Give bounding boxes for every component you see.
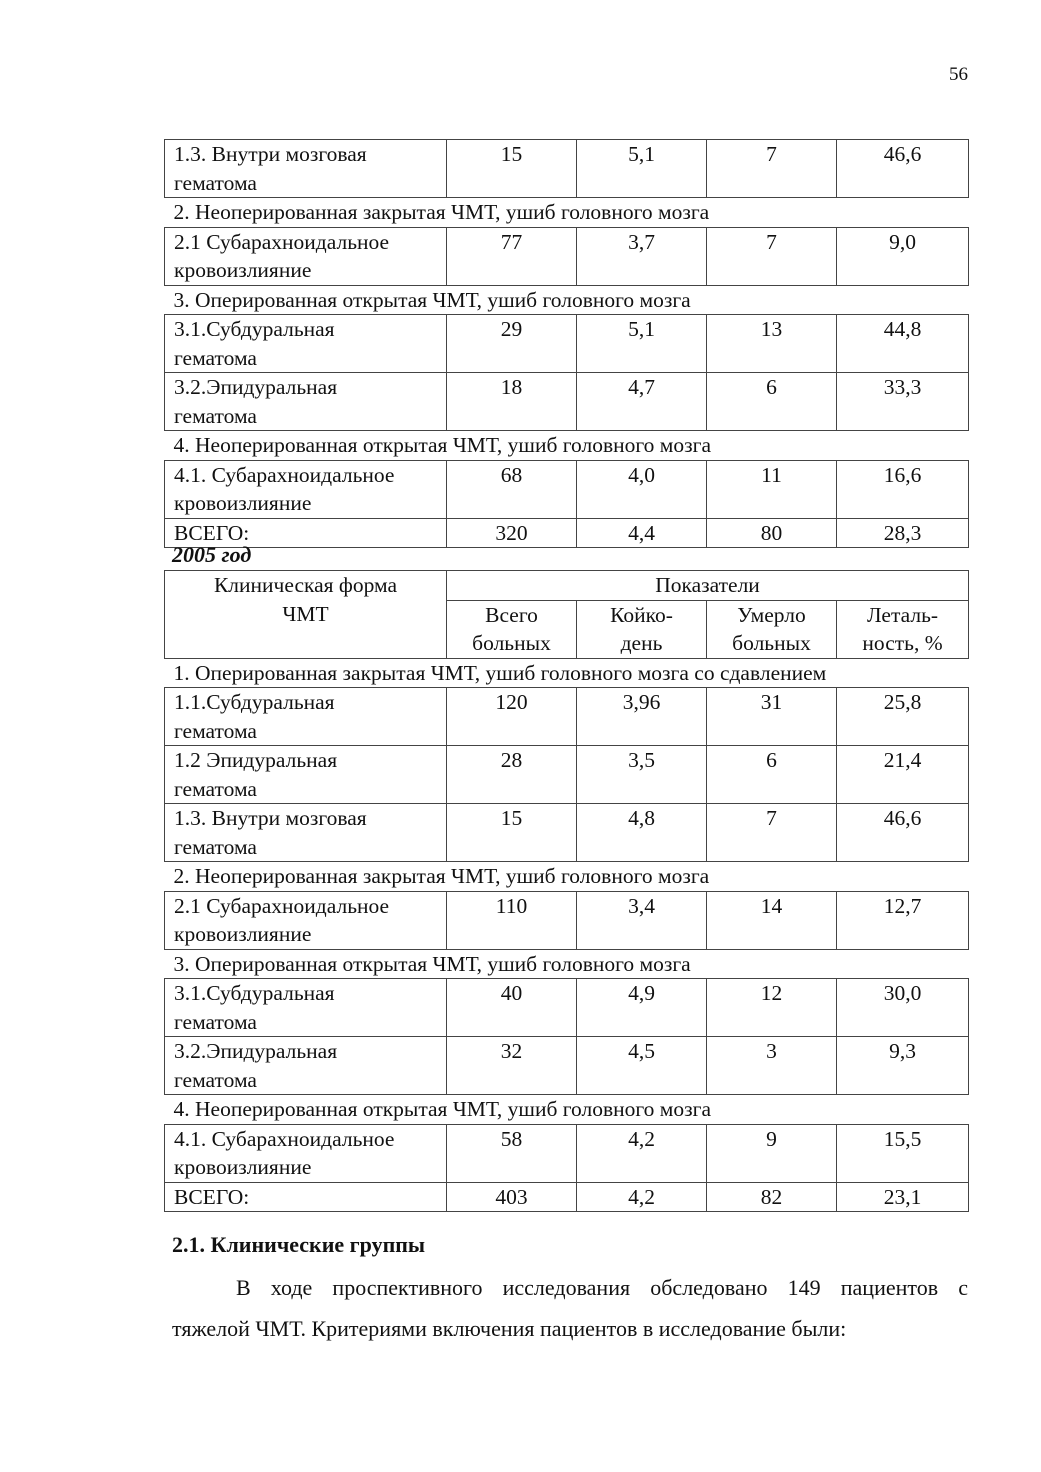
row-label [165,315,447,373]
row-label-line: 1.1.Субдуральная [174,690,335,714]
cell-lethality: 33,3 [837,373,969,431]
cell-lethality: 30,0 [837,979,969,1037]
paragraph-line: тяжелой ЧМТ. Критериями включения пациентов в исследование были: [172,1316,847,1341]
row-label-line: кровоизлияние [174,1155,312,1179]
row-label [165,1037,447,1095]
row-label-line: 3.1.Субдуральная [174,981,335,1005]
cell-deaths: 7 [707,140,837,198]
table-row [165,315,969,373]
column-header-indicators: Показатели [447,571,969,601]
column-header-total-patients [447,600,577,658]
header-line: Всего [485,602,538,627]
row-label-line: 3.1.Субдуральная [174,317,335,341]
section-row [165,949,969,979]
section-heading: 2.1. Клинические группы [172,1232,426,1257]
row-label-line: 3.2.Эпидуральная [174,1039,338,1063]
cell-deaths: 80 [707,518,837,548]
row-label [165,140,447,198]
section-title: 3. Оперированная открытая ЧМТ, ушиб головного мозга [165,285,969,315]
row-label-line: кровоизлияние [174,491,312,515]
row-label-line: гематома [174,1067,257,1092]
cell-lethality: 16,6 [837,460,969,518]
cell-deaths: 11 [707,460,837,518]
row-label-line: ВСЕГО: [174,1184,250,1209]
section-title: 2. Неоперированная закрытая ЧМТ, ушиб головного мозга [165,198,969,228]
cell-lethality: 15,5 [837,1124,969,1182]
cell-lethality: 23,1 [837,1182,969,1212]
cell-lethality: 25,8 [837,688,969,746]
row-label [165,688,447,746]
cell-total-patients: 28 [447,746,577,804]
cell-total-patients: 77 [447,227,577,285]
header-line: день [620,631,663,655]
cell-deaths: 7 [707,804,837,862]
section-row [165,658,969,688]
row-label-line: кровоизлияние [174,922,312,946]
table-row [165,1124,969,1182]
cell-deaths: 6 [707,373,837,431]
cell-total-patients: 403 [447,1182,577,1212]
cell-lethality: 21,4 [837,746,969,804]
row-label [165,979,447,1037]
row-label [165,1124,447,1182]
row-label-line: 4.1. Субарахноидальное [174,462,395,487]
section-title: 4. Неоперированная открытая ЧМТ, ушиб головного мозга [165,1095,969,1125]
header-line: ЧМТ [282,601,329,626]
cell-deaths: 82 [707,1182,837,1212]
cell-deaths: 9 [707,1124,837,1182]
row-label-line: гематома [174,718,257,743]
cell-total-patients: 320 [447,518,577,548]
table-row [165,460,969,518]
row-label-line: гематома [174,170,257,195]
total-row [165,518,969,548]
row-label-line: 2.1 Субарахноидальное [174,893,390,918]
row-label-line: 1.3. Внутри мозговая [174,806,367,830]
table-row [165,746,969,804]
section-row [165,1095,969,1125]
cell-bed-days: 4,5 [577,1037,707,1095]
cell-bed-days: 5,1 [577,315,707,373]
cell-total-patients: 68 [447,460,577,518]
header-line: Клиническая форма [213,573,398,597]
cell-bed-days: 4,8 [577,804,707,862]
cell-total-patients: 15 [447,140,577,198]
table-row [165,140,969,198]
cell-bed-days: 3,96 [577,688,707,746]
section-row [165,862,969,892]
cell-lethality: 46,6 [837,140,969,198]
row-label [165,804,447,862]
cell-total-patients: 58 [447,1124,577,1182]
cell-bed-days: 4,7 [577,373,707,431]
row-label-line: 1.2 Эпидуральная [174,748,338,772]
statistics-table-2005 [164,570,969,1212]
cell-lethality: 28,3 [837,518,969,548]
table-header-row [165,571,969,601]
header-line: ность, % [862,631,943,655]
cell-lethality: 9,3 [837,1037,969,1095]
cell-total-patients: 18 [447,373,577,431]
table-row [165,688,969,746]
section-row [165,198,969,228]
row-label-line: гематома [174,345,257,370]
section-title: 1. Оперированная закрытая ЧМТ, ушиб головного мозга со сдавлением [165,658,969,688]
section-row [165,285,969,315]
table-row [165,804,969,862]
body-paragraph [172,1267,968,1349]
header-line: больных [472,631,551,655]
row-label [165,460,447,518]
paragraph-line: В ходе проспективного исследования обследовано 149 пациентов с [236,1275,968,1300]
cell-total-patients: 40 [447,979,577,1037]
header-line: Койко- [610,602,673,627]
statistics-table-continued [164,139,969,548]
cell-deaths: 13 [707,315,837,373]
page-number: 56 [949,64,968,85]
row-label [165,227,447,285]
row-label-line: гематома [174,1009,257,1034]
cell-lethality: 12,7 [837,891,969,949]
table-row [165,227,969,285]
year-title: 2005 год [172,542,252,567]
row-label-line: гематома [174,776,257,801]
cell-total-patients: 15 [447,804,577,862]
cell-bed-days: 4,2 [577,1124,707,1182]
cell-deaths: 12 [707,979,837,1037]
cell-bed-days: 5,1 [577,140,707,198]
total-row [165,1182,969,1212]
header-line: больных [732,631,811,655]
row-label-line: 4.1. Субарахноидальное [174,1126,395,1151]
row-label-line: 1.3. Внутри мозговая [174,142,367,166]
row-label [165,1182,447,1212]
row-label-line: гематома [174,834,257,859]
cell-bed-days: 3,4 [577,891,707,949]
table-row [165,1037,969,1095]
row-label [165,891,447,949]
table-row [165,979,969,1037]
column-header-deaths [707,600,837,658]
cell-deaths: 31 [707,688,837,746]
cell-lethality: 9,0 [837,227,969,285]
section-row [165,431,969,461]
header-line: Леталь- [866,602,939,627]
cell-total-patients: 29 [447,315,577,373]
cell-bed-days: 4,2 [577,1182,707,1212]
row-label-line: гематома [174,403,257,428]
row-label-line: кровоизлияние [174,258,312,282]
section-title: 4. Неоперированная открытая ЧМТ, ушиб головного мозга [165,431,969,461]
cell-lethality: 44,8 [837,315,969,373]
cell-deaths: 14 [707,891,837,949]
cell-deaths: 7 [707,227,837,285]
table-row [165,891,969,949]
column-header-clinical-form [165,571,447,659]
row-label [165,746,447,804]
cell-total-patients: 32 [447,1037,577,1095]
cell-total-patients: 110 [447,891,577,949]
cell-bed-days: 4,4 [577,518,707,548]
column-header-bed-days [577,600,707,658]
cell-deaths: 6 [707,746,837,804]
column-header-lethality [837,600,969,658]
section-title: 2. Неоперированная закрытая ЧМТ, ушиб головного мозга [165,862,969,892]
cell-bed-days: 3,5 [577,746,707,804]
row-label-line: 3.2.Эпидуральная [174,375,338,399]
cell-bed-days: 3,7 [577,227,707,285]
cell-deaths: 3 [707,1037,837,1095]
row-label-line: 2.1 Субарахноидальное [174,229,390,254]
table-row [165,373,969,431]
cell-bed-days: 4,9 [577,979,707,1037]
cell-total-patients: 120 [447,688,577,746]
header-line: Умерло [737,602,806,627]
section-title: 3. Оперированная открытая ЧМТ, ушиб головного мозга [165,949,969,979]
row-label-line: ВСЕГО: [174,520,250,545]
cell-lethality: 46,6 [837,804,969,862]
cell-bed-days: 4,0 [577,460,707,518]
row-label [165,373,447,431]
